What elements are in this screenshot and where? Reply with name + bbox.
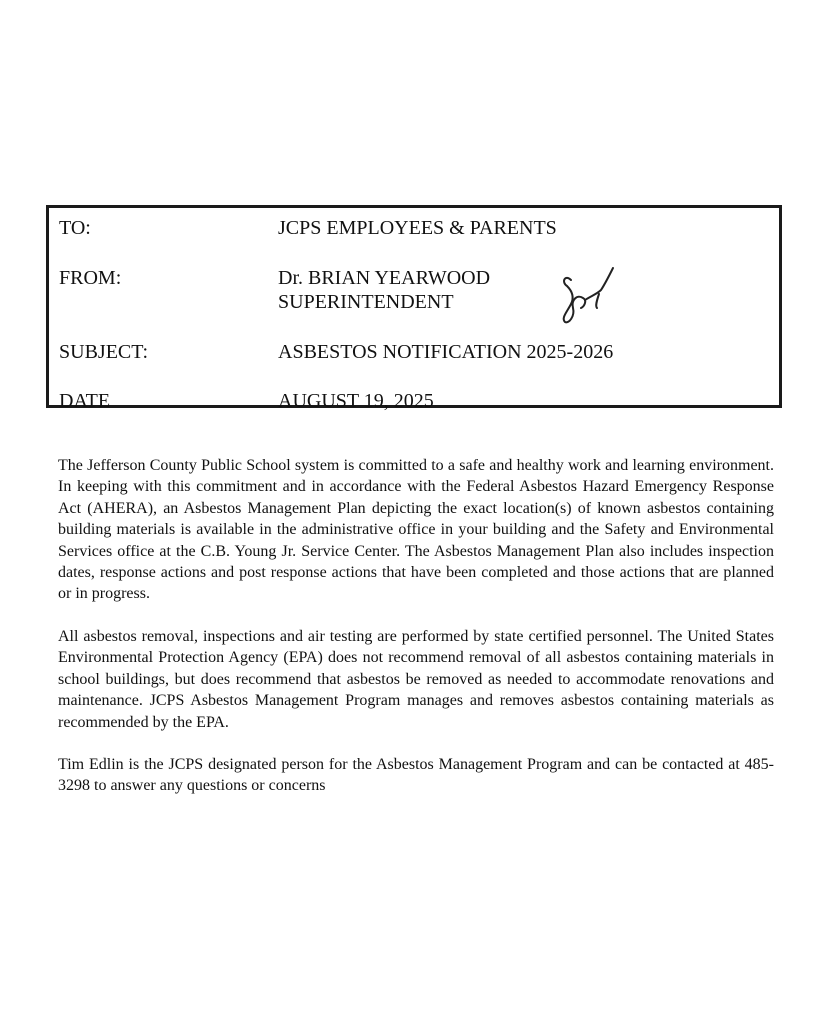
body-paragraph-removal: All asbestos removal, inspections and air testing are performed by state certified personnel. The United States Environmental Protection Agency (EPA) does not recommend removal of all asbestos containing materials in school buildings, but does recommend that asbestos be removed as needed to accommodate renovations and maintenance. JCPS Asbestos Management Program manages and removes asbestos containing materials as recommended by the EPA. (58, 628, 774, 731)
to-label: TO: (59, 217, 91, 239)
date-label: DATE (59, 390, 111, 412)
date-value: AUGUST 19, 2025 (278, 390, 434, 412)
signature-mark (557, 260, 621, 326)
to-value: JCPS EMPLOYEES & PARENTS (278, 217, 557, 239)
body-paragraph-commitment: The Jefferson County Public School system is committed to a safe and healthy work and learning environment. In keeping with this commitment and in accordance with the Federal Asbestos Hazard Emergency Response Act (AHERA), an Asbestos Management Plan depicting the exact location(s) of known asbestos containing building materials is available in the administrative office in your building and the Safety and Environmental Services office at the C.B. Young Jr. Service Center. The Asbestos Management Plan also includes inspection dates, response actions and post response actions that have been completed and those actions that are planned or in progress. (58, 457, 774, 603)
body-paragraph-contact: Tim Edlin is the JCPS designated person for the Asbestos Management Program and can be contacted at 485-3298 to answer any questions or concerns (58, 756, 774, 795)
from-label: FROM: (59, 267, 122, 289)
subject-label: SUBJECT: (59, 341, 149, 363)
memo-header-box (46, 205, 782, 412)
subject-value: ASBESTOS NOTIFICATION 2025-2026 (278, 341, 614, 363)
from-title: SUPERINTENDENT (278, 291, 454, 313)
from-name: Dr. BRIAN YEARWOOD (278, 267, 491, 289)
